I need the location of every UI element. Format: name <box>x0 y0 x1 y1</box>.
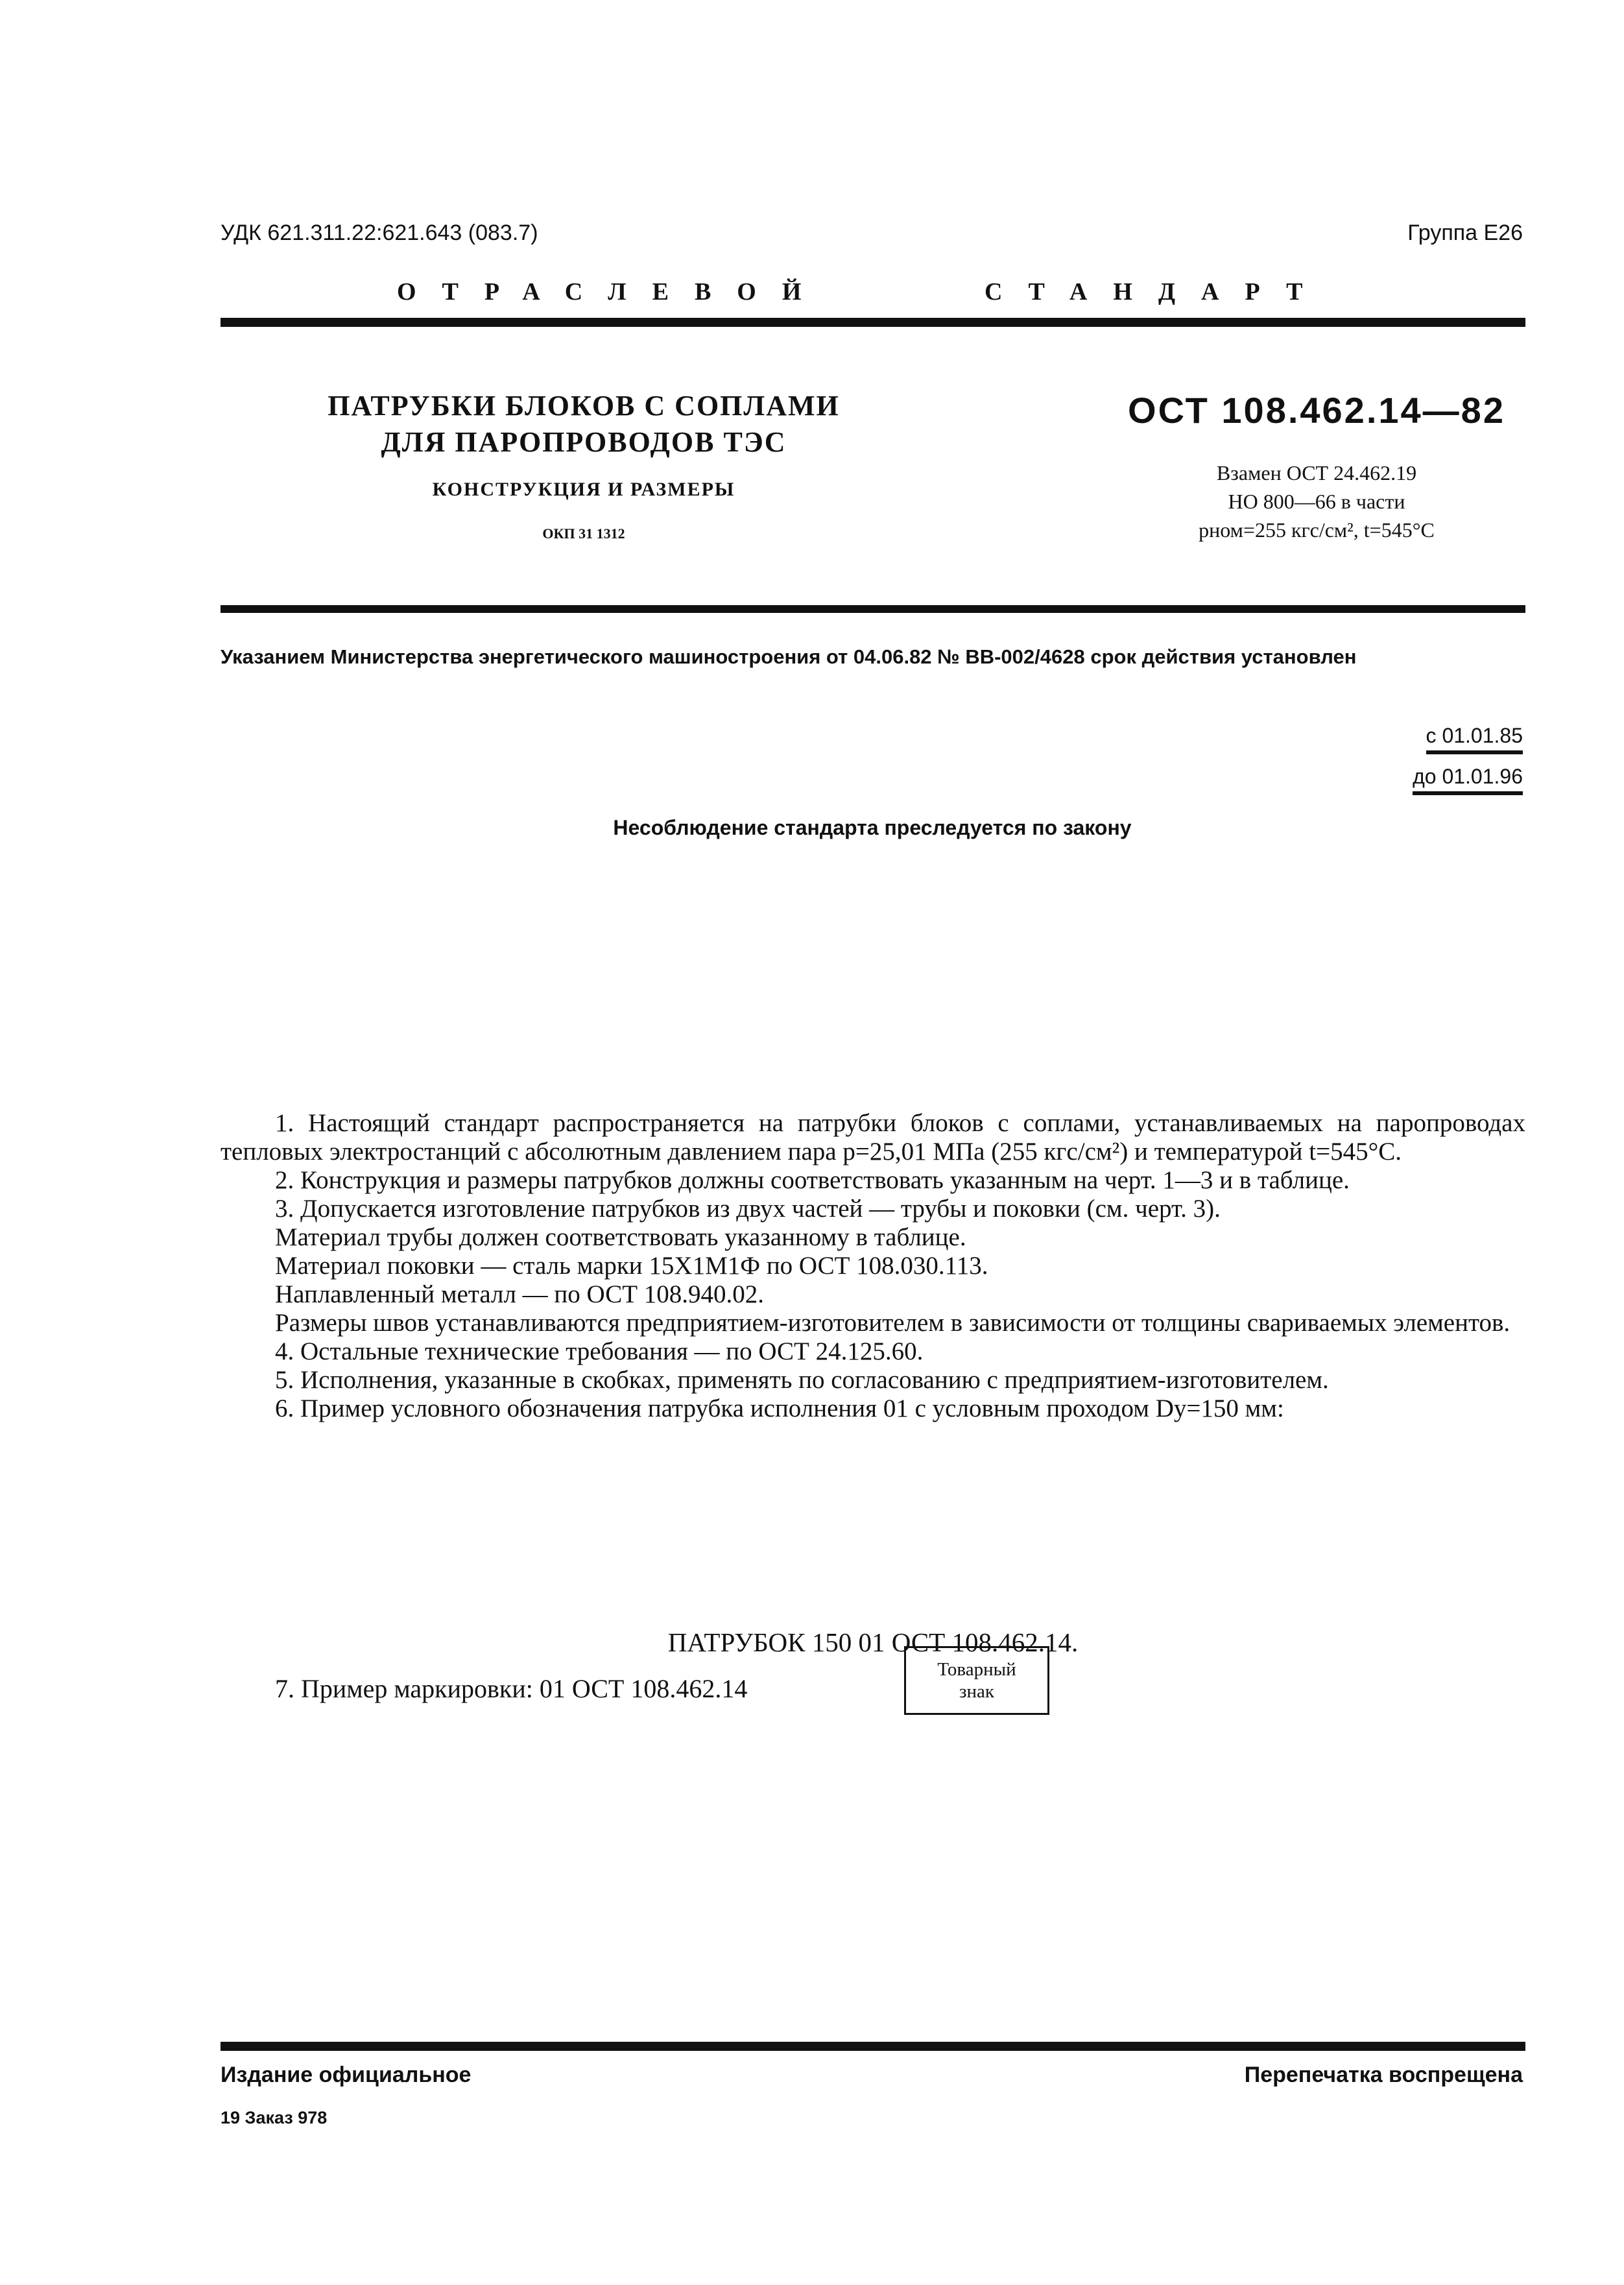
paragraph-3b: Материал поковки — сталь марки 15Х1М1Ф по ОСТ 108.030.113. <box>275 1252 988 1280</box>
trademark-line-2: знак <box>959 1681 994 1702</box>
group-code: Группа Е26 <box>1407 221 1523 245</box>
top-rule <box>221 318 1525 327</box>
validity-dates <box>1413 724 1523 806</box>
paragraph-5: 5. Исполнения, указанные в скобках, применять по согласованию с предприятием-изготовителем. <box>275 1366 1329 1394</box>
ost-code: ОСТ 108.462.14—82 <box>1128 390 1505 431</box>
designation-example: ПАТРУБОК 150 01 ОСТ 108.462.14. <box>667 1627 1079 1657</box>
body-text <box>221 1109 1525 1423</box>
replaces-line-2: НО 800—66 в части <box>1228 490 1405 513</box>
trademark-line-1: Товарный <box>937 1659 1016 1680</box>
okp-code: ОКП 31 1312 <box>542 525 625 542</box>
replaces-line-1: Взамен ОСТ 24.462.19 <box>1216 461 1417 485</box>
order-number: 19 Заказ 978 <box>221 2108 328 2127</box>
paragraph-3: 3. Допускается изготовление патрубков из двух частей — трубы и поковки (см. черт. 3). <box>275 1195 1221 1223</box>
marking-example: 7. Пример маркировки: 01 ОСТ 108.462.14 <box>275 1674 748 1703</box>
intro-text: Указанием Министерства энергетического машиностроения от 04.06.82 № ВВ-002/4628 срок действия установлен <box>221 645 1357 668</box>
paragraph-3c: Наплавленный металл — по ОСТ 108.940.02. <box>275 1280 765 1308</box>
paragraph-2: 2. Конструкция и размеры патрубков должны соответствовать указанным на черт. 1—3 и в таблице. <box>275 1166 1350 1194</box>
paragraph-3a: Материал трубы должен соответствовать указанному в таблице. <box>275 1223 966 1251</box>
reprint-note: Перепечатка воспрещена <box>1244 2063 1523 2087</box>
paragraph-3d: Размеры швов устанавливаются предприятием-изготовителем в зависимости от толщины свариваемых элементов. <box>275 1309 1511 1337</box>
paragraph-4: 4. Остальные технические требования — по ОСТ 24.125.60. <box>275 1337 924 1365</box>
udk-code: УДК 621.311.22:621.643 (083.7) <box>221 221 538 245</box>
title-line-1: ПАТРУБКИ БЛОКОВ С СОПЛАМИ <box>328 390 840 422</box>
title-line-2: ДЛЯ ПАРОПРОВОДОВ ТЭС <box>381 426 787 458</box>
header-bottom-rule <box>221 605 1525 613</box>
edition-note: Издание официальное <box>221 2063 472 2087</box>
footer-rule <box>221 2042 1525 2051</box>
ost-block <box>1096 389 1537 544</box>
replaces-line-3: pном=255 кгс/см², t=545°С <box>1199 518 1435 542</box>
law-notice: Несоблюдение стандарта преследуется по закону <box>613 816 1132 839</box>
title-block <box>259 388 908 542</box>
valid-from: с 01.01.85 <box>1426 724 1523 754</box>
trademark-box <box>904 1646 1049 1715</box>
paragraph-6: 6. Пример условного обозначения патрубка исполнения 01 с условным проходом Dy=150 мм: <box>275 1394 1284 1422</box>
subtitle: КОНСТРУКЦИЯ И РАЗМЕРЫ <box>432 479 735 500</box>
standard-type-left: ОТРАСЛЕВОЙ <box>397 278 828 305</box>
valid-to: до 01.01.96 <box>1413 765 1523 795</box>
paragraph-1: 1. Настоящий стандарт распространяется на патрубки блоков с соплами, устанавливаемых на паропроводах тепловых электростанций с абсолютным давлением пара p=25,01 МПа (255 кгс/см²) и температурой t=545°С. <box>221 1109 1525 1166</box>
standard-type-right: СТАНДАРТ <box>985 278 1329 305</box>
